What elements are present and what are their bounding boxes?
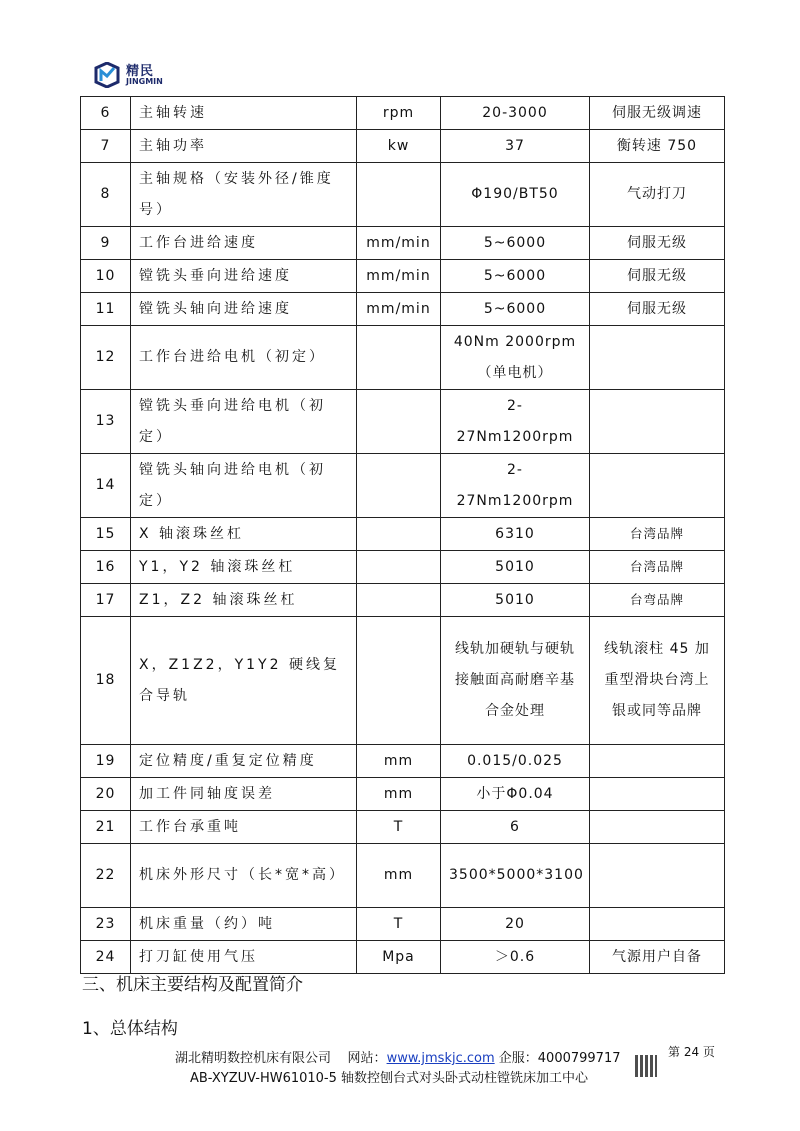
- unit: mm: [357, 745, 441, 778]
- value: ＞0.6: [441, 941, 590, 974]
- row-number: 7: [81, 130, 131, 163]
- note: [590, 326, 725, 390]
- row-number: 14: [81, 454, 131, 518]
- note: [590, 844, 725, 908]
- row-number: 12: [81, 326, 131, 390]
- unit: [357, 617, 441, 745]
- logo-icon: [92, 62, 122, 88]
- value: 2-27Nm1200rpm: [441, 454, 590, 518]
- note: [590, 454, 725, 518]
- value: 5~6000: [441, 293, 590, 326]
- value: 5010: [441, 584, 590, 617]
- unit: [357, 163, 441, 227]
- company-logo: [92, 62, 163, 88]
- subsection-title: 1、总体结构: [82, 1019, 178, 1039]
- table-row: [81, 941, 725, 974]
- table-row: [81, 745, 725, 778]
- table-row: [81, 778, 725, 811]
- row-number: 10: [81, 260, 131, 293]
- item-name: 镗铣头轴向进给电机（初定）: [131, 454, 357, 518]
- row-number: 13: [81, 390, 131, 454]
- note: 衡转速 750: [590, 130, 725, 163]
- row-number: 18: [81, 617, 131, 745]
- note: [590, 390, 725, 454]
- row-number: 8: [81, 163, 131, 227]
- value: 20: [441, 908, 590, 941]
- table-row: [81, 260, 725, 293]
- item-name: Y1，Y2 轴滚珠丝杠: [131, 551, 357, 584]
- value: 6310: [441, 518, 590, 551]
- unit: [357, 518, 441, 551]
- row-number: 23: [81, 908, 131, 941]
- table-row: [81, 617, 725, 745]
- table-row: [81, 454, 725, 518]
- row-number: 9: [81, 227, 131, 260]
- value: 40Nm 2000rpm（单电机）: [441, 326, 590, 390]
- page-number: 第 24 页: [668, 1045, 715, 1059]
- unit: [357, 390, 441, 454]
- note: 台湾品牌: [590, 551, 725, 584]
- unit: [357, 584, 441, 617]
- note: [590, 811, 725, 844]
- item-name: 工作台进给速度: [131, 227, 357, 260]
- value: 6: [441, 811, 590, 844]
- item-name: X 轴滚珠丝杠: [131, 518, 357, 551]
- note: [590, 778, 725, 811]
- footer-model: AB-XYZUV-HW61010-5 轴数控刨台式对头卧式动柱镗铣床加工中心: [190, 1071, 589, 1086]
- note: 气动打刀: [590, 163, 725, 227]
- note: 线轨滚柱 45 加重型滑块台湾上银或同等品牌: [590, 617, 725, 745]
- item-name: 打刀缸使用气压: [131, 941, 357, 974]
- unit: mm/min: [357, 293, 441, 326]
- table-row: [81, 227, 725, 260]
- logo-en: JINGMIN: [126, 76, 163, 86]
- unit: mm: [357, 844, 441, 908]
- item-name: 机床外形尺寸（长*宽*高）: [131, 844, 357, 908]
- note: 伺服无级调速: [590, 97, 725, 130]
- unit: mm/min: [357, 227, 441, 260]
- row-number: 21: [81, 811, 131, 844]
- table-row: [81, 293, 725, 326]
- note: 伺服无级: [590, 293, 725, 326]
- item-name: 加工件同轴度误差: [131, 778, 357, 811]
- note: 气源用户自备: [590, 941, 725, 974]
- section-title: 三、机床主要结构及配置简介: [82, 975, 303, 995]
- item-name: 镗铣头垂向进给电机（初定）: [131, 390, 357, 454]
- footer-website-link[interactable]: www.jmskjc.com: [386, 1051, 495, 1066]
- logo-cn: 精民: [126, 63, 155, 79]
- row-number: 15: [81, 518, 131, 551]
- item-name: 镗铣头轴向进给速度: [131, 293, 357, 326]
- unit: T: [357, 811, 441, 844]
- note: 台弯品牌: [590, 584, 725, 617]
- value: 2-27Nm1200rpm: [441, 390, 590, 454]
- table-row: [81, 130, 725, 163]
- note: [590, 745, 725, 778]
- value: Φ190/BT50: [441, 163, 590, 227]
- table-row: [81, 584, 725, 617]
- item-name: 主轴转速: [131, 97, 357, 130]
- unit: T: [357, 908, 441, 941]
- row-number: 24: [81, 941, 131, 974]
- table-row: [81, 390, 725, 454]
- row-number: 20: [81, 778, 131, 811]
- unit: mm: [357, 778, 441, 811]
- value: 20-3000: [441, 97, 590, 130]
- footer-site-label: 网站：: [347, 1051, 387, 1066]
- note: 台湾品牌: [590, 518, 725, 551]
- footer-company: 湖北精明数控机床有限公司: [175, 1051, 332, 1066]
- row-number: 17: [81, 584, 131, 617]
- item-name: Z1，Z2 轴滚珠丝杠: [131, 584, 357, 617]
- value: 37: [441, 130, 590, 163]
- unit: kw: [357, 130, 441, 163]
- item-name: 工作台进给电机（初定）: [131, 326, 357, 390]
- footer-service: 企服：4000799717: [498, 1051, 621, 1066]
- unit: mm/min: [357, 260, 441, 293]
- value: 5~6000: [441, 227, 590, 260]
- note: [590, 908, 725, 941]
- value: 小于Φ0.04: [441, 778, 590, 811]
- table-row: [81, 551, 725, 584]
- unit: rpm: [357, 97, 441, 130]
- item-name: 主轴功率: [131, 130, 357, 163]
- row-number: 6: [81, 97, 131, 130]
- value: 5010: [441, 551, 590, 584]
- value: 3500*5000*3100: [441, 844, 590, 908]
- item-name: 定位精度/重复定位精度: [131, 745, 357, 778]
- table-row: [81, 518, 725, 551]
- table-row: [81, 908, 725, 941]
- item-name: 工作台承重吨: [131, 811, 357, 844]
- unit: [357, 454, 441, 518]
- value: 线轨加硬轨与硬轨接触面高耐磨辛基合金处理: [441, 617, 590, 745]
- row-number: 22: [81, 844, 131, 908]
- note: 伺服无级: [590, 260, 725, 293]
- row-number: 11: [81, 293, 131, 326]
- qr-code-icon: [635, 1055, 657, 1077]
- table-row: [81, 844, 725, 908]
- table-row: [81, 97, 725, 130]
- unit: [357, 551, 441, 584]
- item-name: 机床重量（约）吨: [131, 908, 357, 941]
- item-name: 镗铣头垂向进给速度: [131, 260, 357, 293]
- item-name: 主轴规格（安装外径/锥度号）: [131, 163, 357, 227]
- unit: Mpa: [357, 941, 441, 974]
- spec-table: [80, 96, 725, 974]
- note: 伺服无级: [590, 227, 725, 260]
- unit: [357, 326, 441, 390]
- value: 5~6000: [441, 260, 590, 293]
- item-name: X，Z1Z2，Y1Y2 硬线复合导轨: [131, 617, 357, 745]
- table-row: [81, 163, 725, 227]
- table-row: [81, 811, 725, 844]
- value: 0.015/0.025: [441, 745, 590, 778]
- table-row: [81, 326, 725, 390]
- row-number: 19: [81, 745, 131, 778]
- row-number: 16: [81, 551, 131, 584]
